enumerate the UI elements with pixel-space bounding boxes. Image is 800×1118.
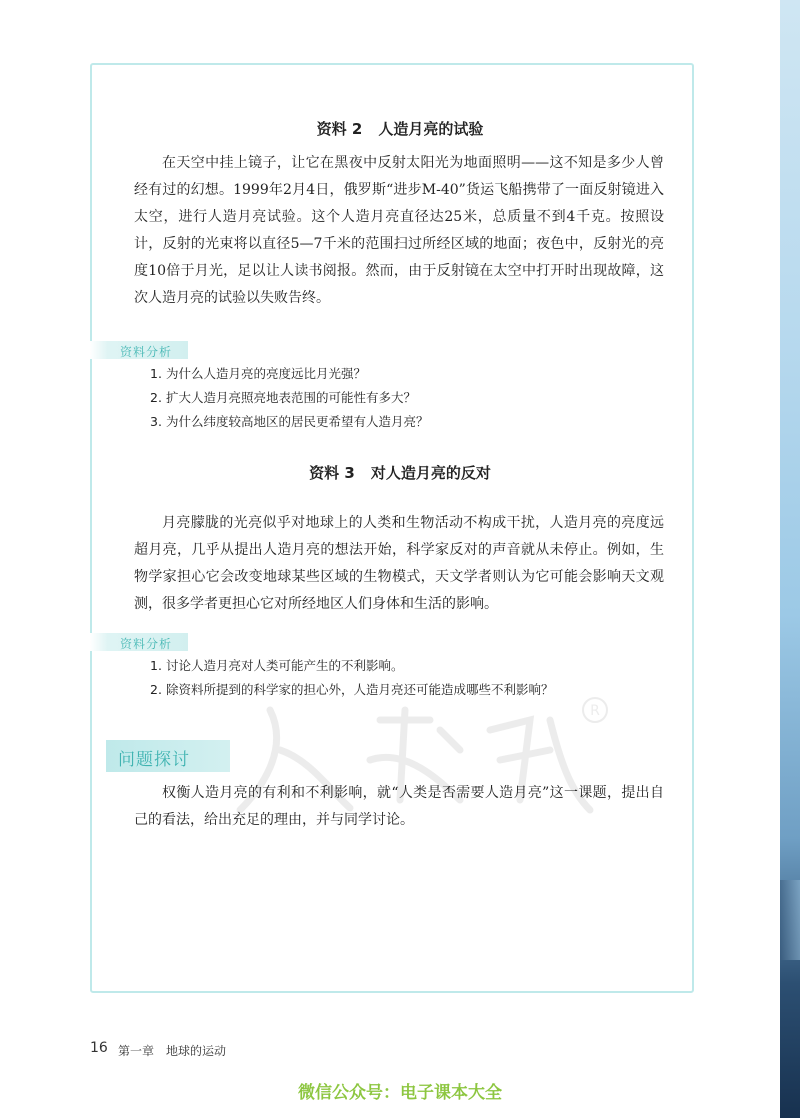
section2-heading bbox=[0, 118, 800, 139]
chapter-title: 地球的运动 bbox=[166, 1044, 227, 1058]
section3-heading bbox=[0, 462, 800, 483]
bottom-account-mark: 微信公众号：电子课本大全 bbox=[298, 1083, 502, 1103]
section3-body bbox=[134, 510, 664, 618]
section2-body bbox=[134, 150, 664, 312]
list-item: 1. 讨论人造月亮对人类可能产生的不利影响。 bbox=[150, 658, 404, 673]
section3-paragraph: 月亮朦胧的光亮似乎对地球上的人类和生物活动不构成干扰，人造月亮的亮度远超月亮，几乎从提出人造月亮的想法开始，科学家反对的声音就从未停止。例如，生物学家担心它会改变地球某些区域的生物模式，天文学者则认为它可能会影响天文观测，很多学者更担心它对所经地区人们身体和生活的影响。 bbox=[134, 515, 664, 612]
list-item: 2. 除资料所提到的科学家的担心外，人造月亮还可能造成哪些不利影响？ bbox=[150, 682, 554, 697]
chapter-number: 第一章 bbox=[118, 1044, 155, 1058]
page-number: 16 bbox=[90, 1040, 108, 1056]
footer-chapter bbox=[118, 1042, 226, 1059]
section2-number: 资料 2 bbox=[316, 120, 363, 138]
discussion-body bbox=[134, 780, 664, 834]
list-item: 1. 为什么人造月亮的亮度远比月光强？ bbox=[150, 366, 367, 381]
discussion-label: 问题探讨 bbox=[118, 750, 190, 770]
analysis2-label: 资料分析 bbox=[120, 637, 173, 651]
section2-paragraph: 在天空中挂上镜子，让它在黑夜中反射太阳光为地面照明——这不知是多少人曾经有过的幻想。1999年2月4日，俄罗斯“进步M-40”货运飞船携带了一面反射镜进入太空，进行人造月亮试验。这个人造月亮直径达25米，总质量不到4千克。按照设计，反射的光束将以直径5—7千米的范围扫过所经区域的地面；夜色中，反射光的亮度10倍于月光，足以让人读书阅报。然而，由于反射镜在太空中打开时出现故障，这次人造月亮的试验以失败告终。 bbox=[134, 155, 664, 306]
analysis1-label: 资料分析 bbox=[120, 345, 173, 359]
section3-number: 资料 3 bbox=[309, 464, 355, 482]
svg-text:R: R bbox=[590, 703, 600, 719]
analysis1-question-list bbox=[150, 362, 670, 434]
section2-title: 人造月亮的试验 bbox=[378, 120, 484, 138]
list-item: 3. 为什么纬度较高地区的居民更希望有人造月亮？ bbox=[150, 414, 429, 429]
list-item: 2. 扩大人造月亮照亮地表范围的可能性有多大？ bbox=[150, 390, 417, 405]
section3-title: 对人造月亮的反对 bbox=[370, 464, 491, 482]
discussion-paragraph: 权衡人造月亮的有利和不利影响，就“人类是否需要人造月亮”这一课题，提出自己的看法，给出充足的理由，并与同学讨论。 bbox=[134, 785, 664, 828]
page-edge-photo-strip bbox=[780, 0, 800, 1118]
